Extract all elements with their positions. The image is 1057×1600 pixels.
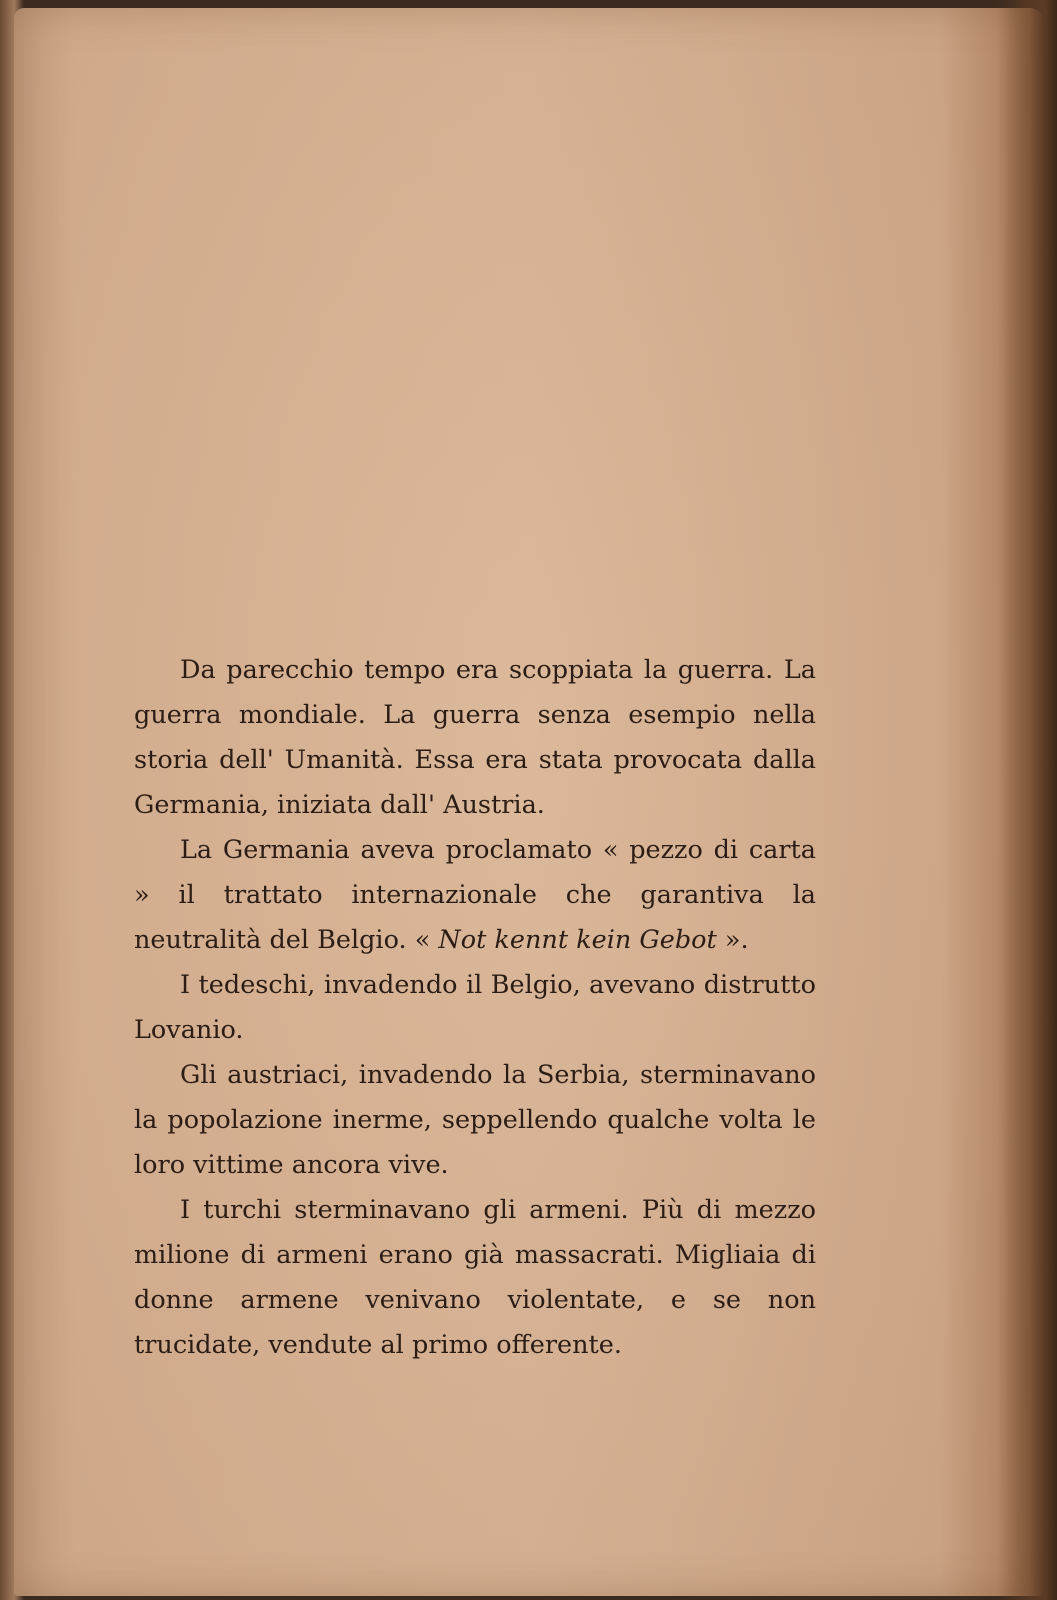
paragraph-louvain: I tedeschi, invadendo il Belgio, avevano distrutto Lovanio. xyxy=(134,970,816,1045)
paragraph-scrap-of-paper-start: La Germania aveva proclamato « pezzo di carta » il trattato internazionale che garantiva la neutralità del Belgio. « xyxy=(134,835,816,955)
paragraph-scrap-of-paper-end: ». xyxy=(716,925,749,955)
right-page-edge xyxy=(997,0,1057,1600)
body-text xyxy=(134,648,816,1368)
german-quote: Not kennt kein Gebot xyxy=(438,925,717,955)
paragraph-scrap-of-paper xyxy=(134,828,816,963)
paragraph-armenians: I turchi sterminavano gli armeni. Più di mezzo milione di armeni erano già massacrati. Migliaia di donne armene venivano violentate, e se non trucidate, vendute al primo offerente. xyxy=(134,1195,816,1360)
paper-sheet xyxy=(14,8,1044,1596)
paragraph-war-begins: Da parecchio tempo era scoppiata la guerra. La guerra mondiale. La guerra senza esempio nella storia dell' Umanità. Essa era stata provocata dalla Germania, iniziata dall' Austria. xyxy=(134,655,816,820)
paragraph-serbia: Gli austriaci, invadendo la Serbia, sterminavano la popolazione inerme, seppellendo qualche volta le loro vittime ancora vive. xyxy=(134,1060,816,1180)
